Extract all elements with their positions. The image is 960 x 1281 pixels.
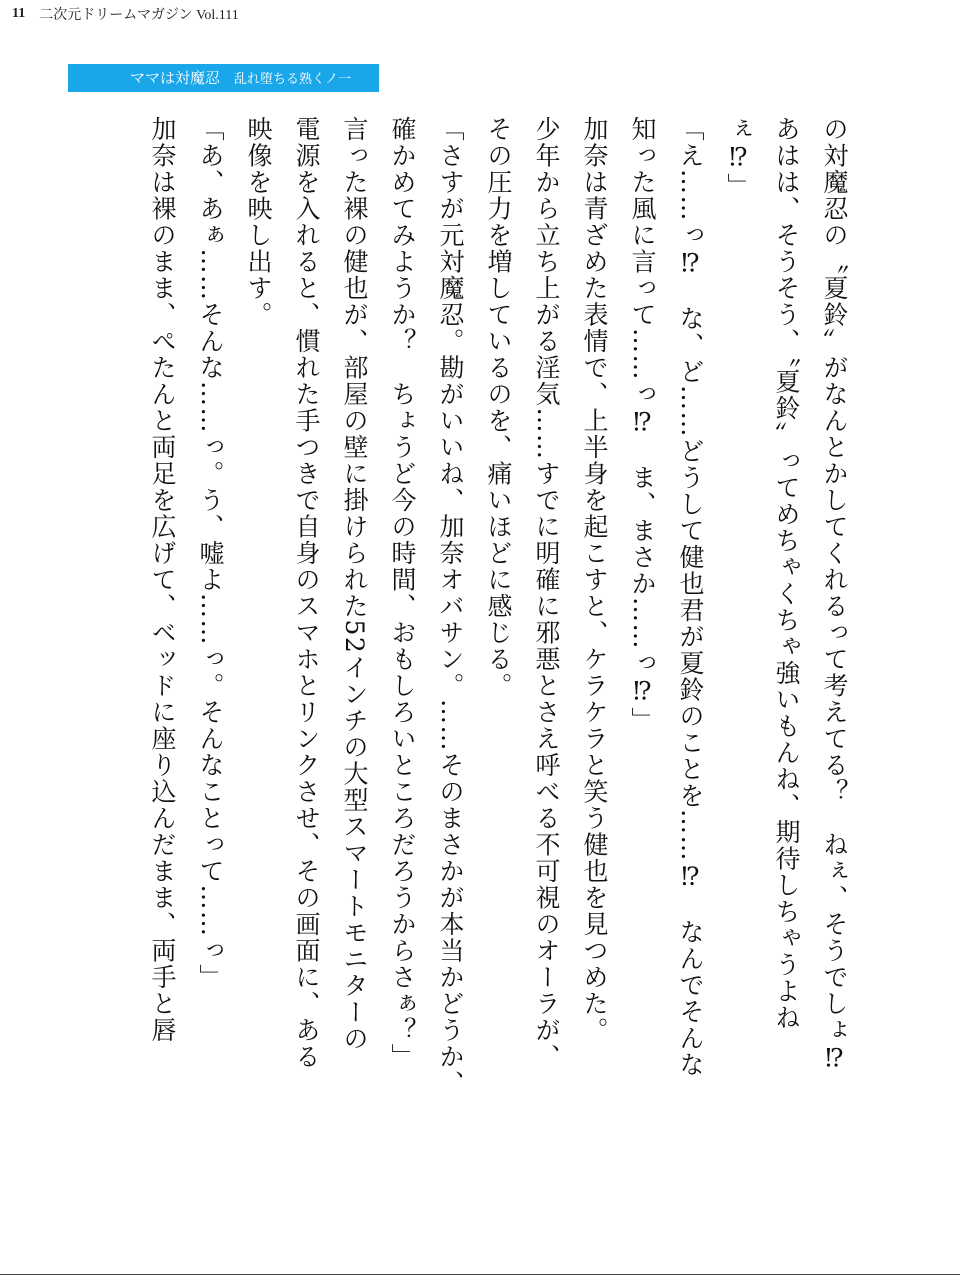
text-line: 確かめてみようか？ ちょうど今の時間、おもしろいところだろうからさぁ？」 xyxy=(388,116,417,1070)
text-line: 「さすが元対魔忍。勘がいいね、加奈オバサン。……そのまさかが本当かどうか、 xyxy=(436,116,465,1097)
text-line: 少年から立ち上がる淫気……すでに明確に邪悪とさえ呼べる不可視のオーラが、 xyxy=(532,116,561,1070)
story-title-banner xyxy=(68,64,379,92)
page-header xyxy=(12,4,239,24)
text-line: 「え……っ⁉ な、ど……どうして健也君が夏鈴のことを……⁉ なんでそんな xyxy=(676,116,705,1078)
text-line: 「あ、あぁ……そんな……っ。う、嘘よ……っ。そんなことって……っ」 xyxy=(196,116,225,991)
text-line: その圧力を増しているのを、痛いほどに感じる。 xyxy=(484,116,513,699)
text-line: 映像を映し出す。 xyxy=(244,116,273,328)
story-subtitle: 乱れ堕ちる熟くノ一 xyxy=(234,72,352,87)
text-line: 知った風に言って……っ⁉ ま、まさか……っ⁉」 xyxy=(628,116,657,734)
magazine-title: 二次元ドリームマガジン Vol.111 xyxy=(39,8,239,23)
text-line: あはは、そうそう、〝夏鈴〟ってめちゃくちゃ強いもんね、期待しちゃうよね xyxy=(772,116,801,1031)
text-line: の対魔忍の〝夏鈴〟がなんとかしてくれるって考えてる？ ねぇ、そうでしょ⁉ xyxy=(820,116,849,1074)
text-line: 加奈は青ざめた表情で、上半身を起こすと、ケラケラと笑う健也を見つめた。 xyxy=(580,116,609,1044)
text-line: ぇ⁉」 xyxy=(724,116,753,200)
text-line: 電源を入れると、慣れた手つきで自身のスマホとリンクさせ、その画面に、ある xyxy=(292,116,321,1070)
vertical-body-text xyxy=(118,116,858,1136)
text-line: 言った裸の健也が、部屋の壁に掛けられた52インチの大型スマートモニターの xyxy=(340,116,369,1052)
text-line: 加奈は裸のまま、ぺたんと両足を広げて、ベッドに座り込んだまま、両手と唇 xyxy=(148,116,177,1044)
bottom-divider xyxy=(0,1274,960,1275)
page-number: 11 xyxy=(12,6,26,21)
story-title: ママは対魔忍 xyxy=(130,69,221,87)
